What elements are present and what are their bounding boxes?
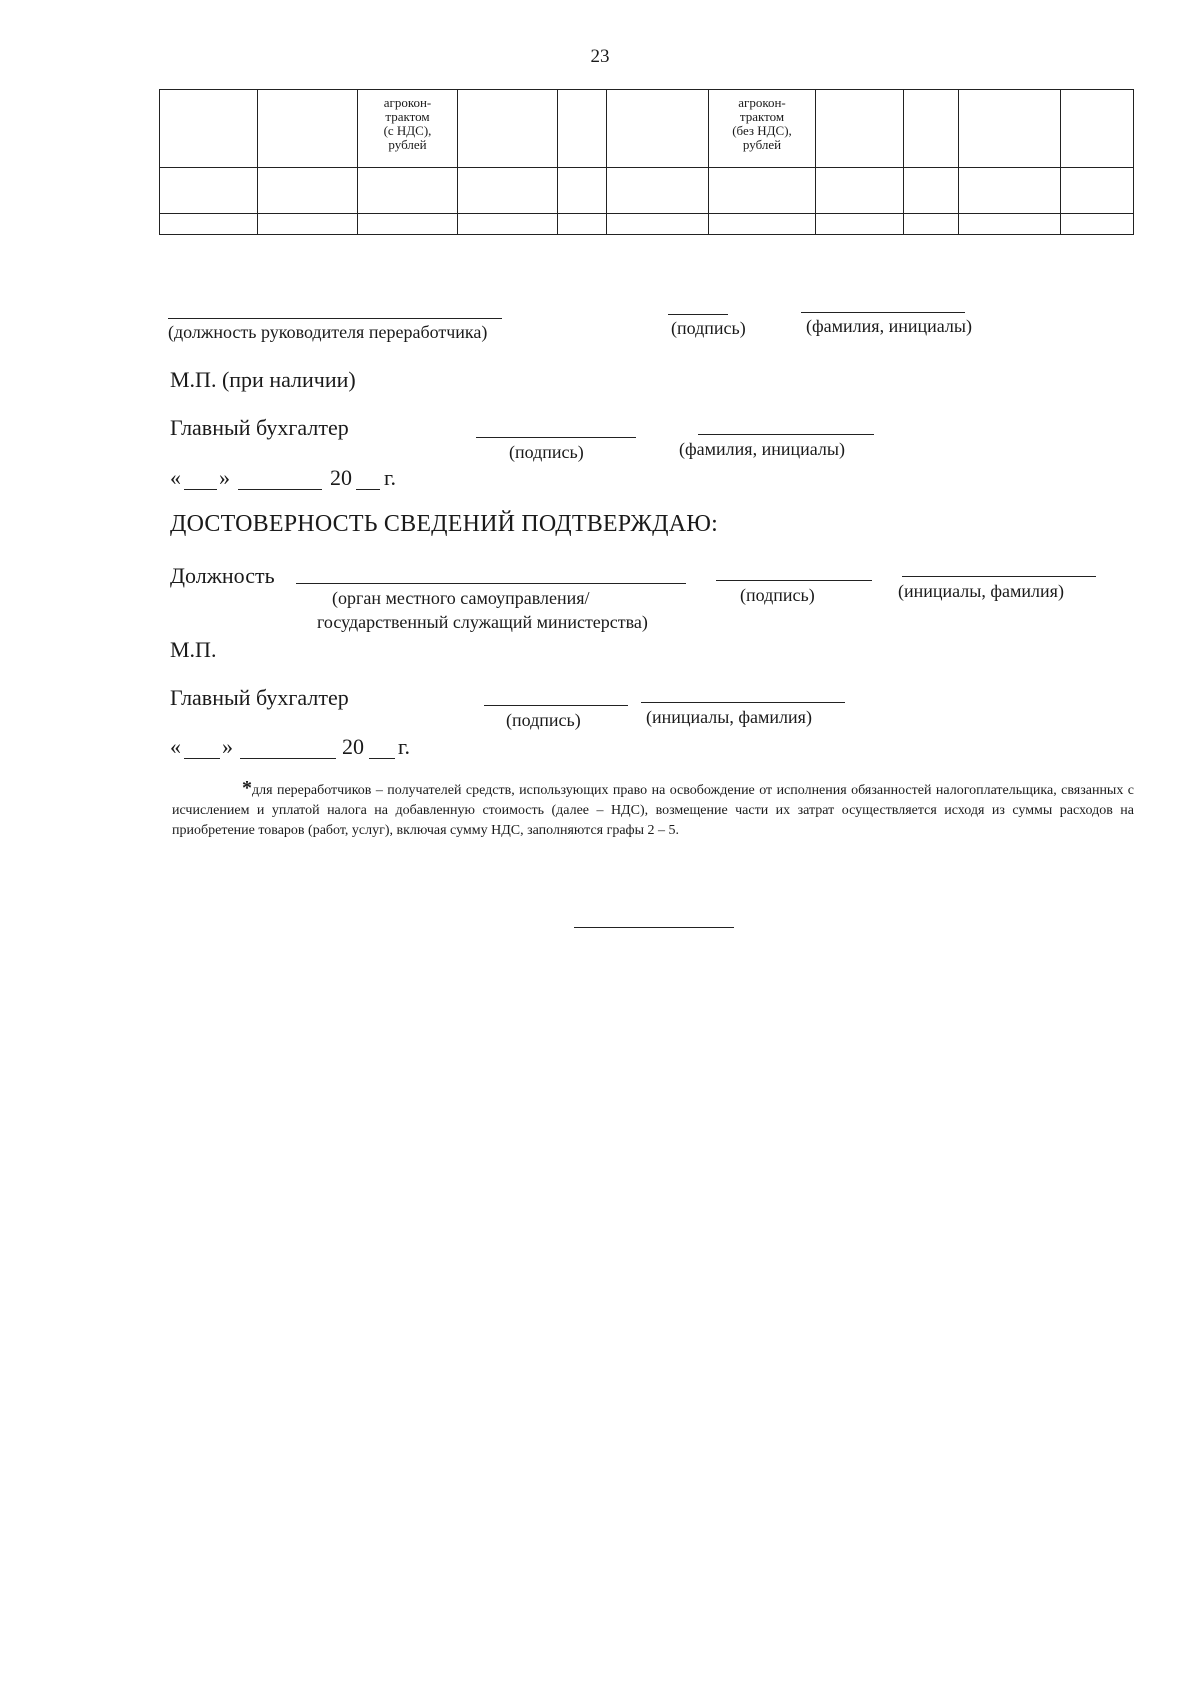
signature-caption: (подпись) bbox=[509, 442, 584, 462]
name-caption: (фамилия, инициалы) bbox=[679, 439, 845, 459]
table-cell bbox=[558, 214, 607, 235]
table-cell bbox=[358, 214, 458, 235]
table-cell bbox=[904, 90, 959, 168]
name-caption: (фамилия, инициалы) bbox=[806, 316, 972, 336]
stamp-label: М.П. (при наличии) bbox=[170, 367, 356, 392]
signature-caption: (подпись) bbox=[671, 318, 746, 338]
name-caption: (инициалы, фамилия) bbox=[898, 581, 1064, 601]
table-cell bbox=[816, 168, 904, 214]
table-cell bbox=[959, 168, 1061, 214]
header-line: (без НДС), bbox=[732, 123, 792, 138]
chief-accountant-label: Главный бухгалтер bbox=[170, 685, 349, 710]
table-cell bbox=[1061, 168, 1134, 214]
data-table bbox=[159, 89, 1134, 235]
name-line bbox=[641, 702, 845, 703]
table-cell bbox=[904, 168, 959, 214]
header-line: (с НДС), bbox=[383, 123, 432, 138]
signature-line bbox=[484, 705, 628, 706]
table-row bbox=[160, 214, 1134, 235]
month-line bbox=[238, 489, 322, 490]
page-number: 23 bbox=[590, 46, 610, 67]
table-header-row bbox=[160, 90, 1134, 168]
table-cell bbox=[1061, 214, 1134, 235]
header-line: трактом bbox=[385, 109, 430, 124]
signature-line bbox=[668, 314, 728, 315]
header-line: агрокон- bbox=[738, 95, 786, 110]
table-cell bbox=[458, 214, 558, 235]
table-cell bbox=[816, 90, 904, 168]
table-cell bbox=[358, 168, 458, 214]
footnote-star: * bbox=[242, 777, 252, 799]
table-cell bbox=[258, 214, 358, 235]
year-line bbox=[356, 489, 380, 490]
position-caption-line2: государственный служащий министерства) bbox=[317, 612, 648, 632]
table-header-cell bbox=[358, 90, 458, 168]
header-line: трактом bbox=[739, 109, 785, 124]
day-line bbox=[184, 758, 220, 759]
position-label: Должность bbox=[170, 563, 275, 588]
year-prefix: 20 bbox=[342, 734, 364, 759]
table-cell bbox=[258, 90, 358, 168]
table-cell bbox=[816, 214, 904, 235]
header-line: рублей bbox=[388, 137, 427, 152]
signature-caption: (подпись) bbox=[506, 710, 581, 730]
table-cell bbox=[160, 168, 258, 214]
table-cell bbox=[709, 168, 816, 214]
footnote bbox=[172, 778, 1134, 841]
position-line bbox=[168, 318, 502, 319]
header-line: агрокон- bbox=[383, 95, 432, 110]
table-cell bbox=[1061, 90, 1134, 168]
table-row bbox=[160, 168, 1134, 214]
end-separator-line bbox=[574, 927, 734, 928]
date-open-quote: « bbox=[170, 465, 181, 490]
table-cell bbox=[959, 90, 1061, 168]
signature-line bbox=[476, 437, 636, 438]
year-prefix: 20 bbox=[330, 465, 352, 490]
table-cell bbox=[558, 168, 607, 214]
signature-line bbox=[716, 580, 872, 581]
date-open-quote: « bbox=[170, 734, 181, 759]
day-line bbox=[184, 489, 217, 490]
position-line bbox=[296, 583, 686, 584]
name-caption: (инициалы, фамилия) bbox=[646, 707, 812, 727]
table-cell bbox=[709, 214, 816, 235]
date-close-quote: » bbox=[219, 465, 230, 490]
table-cell bbox=[607, 90, 709, 168]
stamp-label: М.П. bbox=[170, 637, 217, 662]
date-close-quote: » bbox=[222, 734, 233, 759]
table-header-cell bbox=[709, 90, 816, 168]
table-cell bbox=[959, 214, 1061, 235]
table-cell bbox=[607, 214, 709, 235]
table-cell bbox=[607, 168, 709, 214]
position-caption-line1: (орган местного самоуправления/ bbox=[332, 588, 590, 608]
header-line: рублей bbox=[742, 137, 782, 152]
name-line bbox=[902, 576, 1096, 577]
table-cell bbox=[458, 90, 558, 168]
chief-accountant-label: Главный бухгалтер bbox=[170, 415, 349, 440]
table-cell bbox=[904, 214, 959, 235]
year-suffix: г. bbox=[384, 465, 397, 490]
name-line bbox=[801, 312, 965, 313]
confirmation-heading: ДОСТОВЕРНОСТЬ СВЕДЕНИЙ ПОДТВЕРЖДАЮ: bbox=[170, 511, 719, 537]
footnote-text: для переработчиков – получателей средств, использующих право на освобождение от исполнения обязанностей налогоплательщика, связанных с исчислением и уплатой налога на добавленную стоимость (далее – НДС), возмещение части их затрат осуществляется исходя из суммы расходов на приобретение товаров (работ, услуг), включая сумму НДС, заполняются графы 2 – 5. bbox=[172, 783, 1134, 838]
year-line bbox=[369, 758, 395, 759]
year-suffix: г. bbox=[398, 734, 411, 759]
table-cell bbox=[258, 168, 358, 214]
signature-caption: (подпись) bbox=[740, 585, 815, 605]
table-cell bbox=[558, 90, 607, 168]
month-line bbox=[240, 758, 336, 759]
table-cell bbox=[160, 214, 258, 235]
position-caption: (должность руководителя переработчика) bbox=[168, 322, 488, 342]
table-cell bbox=[458, 168, 558, 214]
name-line bbox=[698, 434, 874, 435]
table-cell bbox=[160, 90, 258, 168]
